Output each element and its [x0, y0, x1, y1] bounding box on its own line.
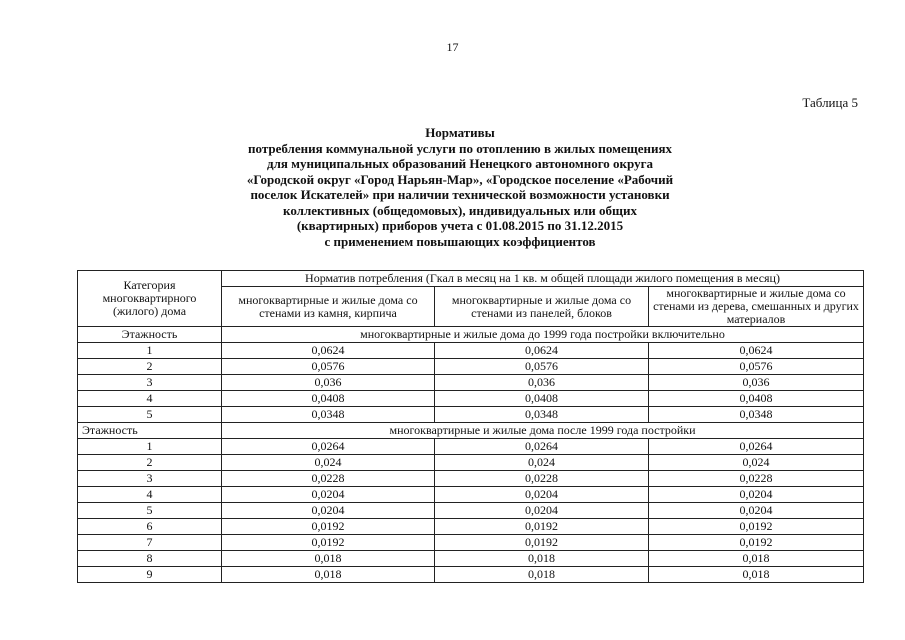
stone-value-cell: 0,018 [222, 567, 435, 583]
panel-value-cell: 0,0204 [435, 487, 649, 503]
wood-value-cell: 0,0204 [649, 503, 864, 519]
panel-value-cell: 0,036 [435, 375, 649, 391]
floors-cell: 1 [78, 439, 222, 455]
stone-value-cell: 0,0204 [222, 487, 435, 503]
table-row [78, 391, 864, 407]
panel-value-cell: 0,0576 [435, 359, 649, 375]
heading-line: для муниципальных образований Ненецкого автономного округа [267, 156, 653, 171]
table-row [78, 487, 864, 503]
stone-value-cell: 0,018 [222, 551, 435, 567]
section-label: Этажность [78, 423, 222, 439]
floors-cell: 2 [78, 455, 222, 471]
wood-value-cell: 0,0624 [649, 343, 864, 359]
heading-line: поселок Искателей» при наличии технической возможности установки [250, 187, 670, 202]
stone-value-cell: 0,024 [222, 455, 435, 471]
panel-value-cell: 0,018 [435, 551, 649, 567]
floors-cell: 5 [78, 407, 222, 423]
floors-cell: 3 [78, 375, 222, 391]
wood-value-cell: 0,036 [649, 375, 864, 391]
wood-value-cell: 0,0576 [649, 359, 864, 375]
floors-cell: 2 [78, 359, 222, 375]
table-row [78, 471, 864, 487]
panel-value-cell: 0,0348 [435, 407, 649, 423]
table-row [78, 503, 864, 519]
table-row [78, 343, 864, 359]
floors-cell: 6 [78, 519, 222, 535]
table-label: Таблица 5 [802, 95, 858, 110]
wood-value-cell: 0,0228 [649, 471, 864, 487]
page-number: 17 [446, 40, 459, 54]
heading-line: (квартирных) приборов учета с 01.08.2015 по 31.12.2015 [296, 218, 624, 233]
wood-value-cell: 0,0264 [649, 439, 864, 455]
floors-cell: 1 [78, 343, 222, 359]
stone-value-cell: 0,0204 [222, 503, 435, 519]
table-row [78, 407, 864, 423]
header-norm: Норматив потребления (Гкал в месяц на 1 кв. м общей площади жилого помещения в месяц) [222, 271, 864, 287]
heading-line: коллективных (общедомовых), индивидуальных или общих [283, 202, 637, 218]
panel-value-cell: 0,0192 [435, 535, 649, 551]
heading-line: с применением повышающих коэффициентов [324, 233, 596, 249]
stone-value-cell: 0,0192 [222, 535, 435, 551]
wood-value-cell: 0,0192 [649, 535, 864, 551]
panel-value-cell: 0,018 [435, 567, 649, 583]
table-row [78, 359, 864, 375]
header-stone: многоквартирные и жилые дома со стенами из камня, кирпича [222, 287, 435, 327]
panel-value-cell: 0,0228 [435, 471, 649, 487]
heading-line: «Городской округ «Город Нарьян-Мар», «Городское поселение «Рабочий [246, 171, 674, 187]
floors-cell: 7 [78, 535, 222, 551]
table-row [78, 535, 864, 551]
wood-value-cell: 0,0348 [649, 407, 864, 423]
stone-value-cell: 0,036 [222, 375, 435, 391]
floors-cell: 4 [78, 487, 222, 503]
section-label: Этажность [78, 327, 222, 343]
floors-cell: 5 [78, 503, 222, 519]
wood-value-cell: 0,024 [649, 455, 864, 471]
panel-value-cell: 0,0204 [435, 503, 649, 519]
panel-value-cell: 0,0624 [435, 343, 649, 359]
header-wood: многоквартирные и жилые дома со стенами из дерева, смешанных и других материалов [649, 287, 864, 327]
wood-value-cell: 0,0408 [649, 391, 864, 407]
floors-cell: 4 [78, 391, 222, 407]
panel-value-cell: 0,0264 [435, 439, 649, 455]
wood-value-cell: 0,018 [649, 567, 864, 583]
panel-value-cell: 0,0192 [435, 519, 649, 535]
table-row [78, 567, 864, 583]
table-row [78, 551, 864, 567]
stone-value-cell: 0,0624 [222, 343, 435, 359]
wood-value-cell: 0,0204 [649, 487, 864, 503]
section-after-1999 [78, 423, 864, 583]
stone-value-cell: 0,0576 [222, 359, 435, 375]
stone-value-cell: 0,0264 [222, 439, 435, 455]
stone-value-cell: 0,0228 [222, 471, 435, 487]
wood-value-cell: 0,0192 [649, 519, 864, 535]
norms-table [77, 270, 864, 583]
table-row [78, 439, 864, 455]
section-title: многоквартирные и жилые дома после 1999 года постройки [222, 423, 864, 439]
floors-cell: 8 [78, 551, 222, 567]
section-before-1999 [78, 327, 864, 423]
floors-cell: 3 [78, 471, 222, 487]
header-category: Категория многоквартирного (жилого) дома [78, 271, 222, 327]
header-panel: многоквартирные и жилые дома со стенами из панелей, блоков [435, 287, 649, 327]
stone-value-cell: 0,0408 [222, 391, 435, 407]
document-heading [190, 125, 730, 249]
panel-value-cell: 0,0408 [435, 391, 649, 407]
stone-value-cell: 0,0348 [222, 407, 435, 423]
table-row [78, 519, 864, 535]
table-row [78, 375, 864, 391]
floors-cell: 9 [78, 567, 222, 583]
heading-line: Нормативы [425, 125, 495, 140]
table-row [78, 455, 864, 471]
wood-value-cell: 0,018 [649, 551, 864, 567]
heading-line: потребления коммунальной услуги по отоплению в жилых помещениях [248, 140, 672, 156]
section-title: многоквартирные и жилые дома до 1999 года постройки включительно [222, 327, 864, 343]
panel-value-cell: 0,024 [435, 455, 649, 471]
stone-value-cell: 0,0192 [222, 519, 435, 535]
